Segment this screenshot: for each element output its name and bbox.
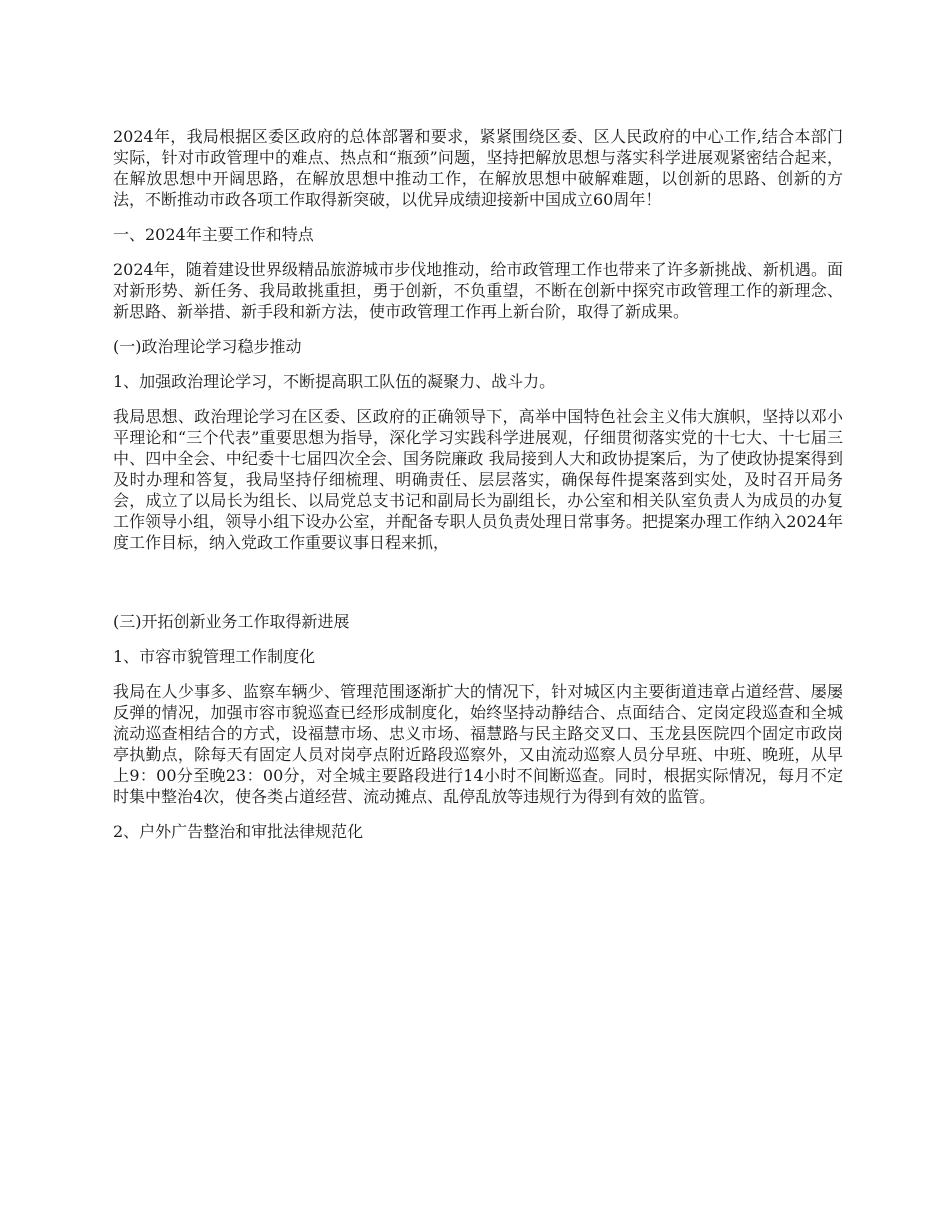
section1-paragraph: 2024年，随着建设世界级精品旅游城市步伐地推动，给市政管理工作也带来了许多新挑战、新机遇。面对新形势、新任务、我局敢挑重担，勇于创新，不负重望，不断在创新中探究市政管理工作的新理念、新思路、新举措、新手段和新方法，使市政管理工作再上新台阶，取得了新成果。 — [113, 260, 843, 321]
item-1-1-paragraph: 我局思想、政治理论学习在区委、区政府的正确领导下，高举中国特色社会主义伟大旗帜，坚持以邓小平理论和“三个代表”重要思想为指导，深化学习实践科学进展观，仔细贯彻落实党的十七大、十七届三中、四中全会、中纪委十七届四次全会、国务院廉政 我局接到人大和政协提案后，为了使政协提案得到及时办理和答复，我局坚持仔细梳理、明确责任、层层落实，确保每件提案落到实处，及时召开局务会，成立了以局长为组长、以局党总支书记和副局长为副组长，办公室和相关队室负责人为成员的办复工作领导小组，领导小组下设办公室，并配备专职人员负责处理日常事务。把提案办理工作纳入2024年度工作目标，纳入党政工作重要议事日程来抓， — [113, 407, 843, 552]
section-heading-1: 一、2024年主要工作和特点 — [113, 225, 314, 244]
item-heading-1-1: 1、加强政治理论学习，不断提高职工队伍的凝聚力、战斗力。 — [113, 372, 556, 391]
document-blocks-bottom — [113, 611, 843, 842]
subsection-heading-3: (三)开拓创新业务工作取得新进展 — [113, 612, 350, 631]
intro-paragraph: 2024年，我局根据区委区政府的总体部署和要求，紧紧围绕区委、区人民政府的中心工作,结合本部门实际，针对市政管理中的难点、热点和“瓶颈”问题，坚持把解放思想与落实科学进展观紧密结合起来，在解放思想中开阔思路，在解放思想中推动工作，在解放思想中破解难题，以创新的思路、创新的方法，不断推动市政各项工作取得新突破，以优异成绩迎接新中国成立60周年！ — [113, 127, 843, 209]
document-blocks-top — [113, 126, 843, 553]
item-heading-3-2: 2、户外广告整治和审批法律规范化 — [113, 822, 364, 841]
blank-gap — [113, 567, 843, 611]
document-body — [113, 126, 843, 856]
subsection-heading-1: (一)政治理论学习稳步推动 — [113, 337, 302, 356]
item-3-1-paragraph: 我局在人少事多、监察车辆少、管理范围逐渐扩大的情况下，针对城区内主要街道违章占道经营、屡屡反弹的情况，加强市容市貌巡查已经形成制度化，始终坚持动静结合、点面结合、定岗定段巡查和全城流动巡查相结合的方式，设福慧市场、忠义市场、福慧路与民主路交叉口、玉龙县医院四个固定市政岗亭执勤点，除每天有固定人员对岗亭点附近路段巡察外，又由流动巡察人员分早班、中班、晚班，从早上9：00分至晚23：00分，对全城主要路段进行14小时不间断巡查。同时，根据实际情况，每月不定时集中整治4次，使各类占道经营、流动摊点、乱停乱放等违规行为得到有效的监管。 — [113, 682, 843, 806]
item-heading-3-1: 1、市容市貌管理工作制度化 — [113, 647, 316, 666]
